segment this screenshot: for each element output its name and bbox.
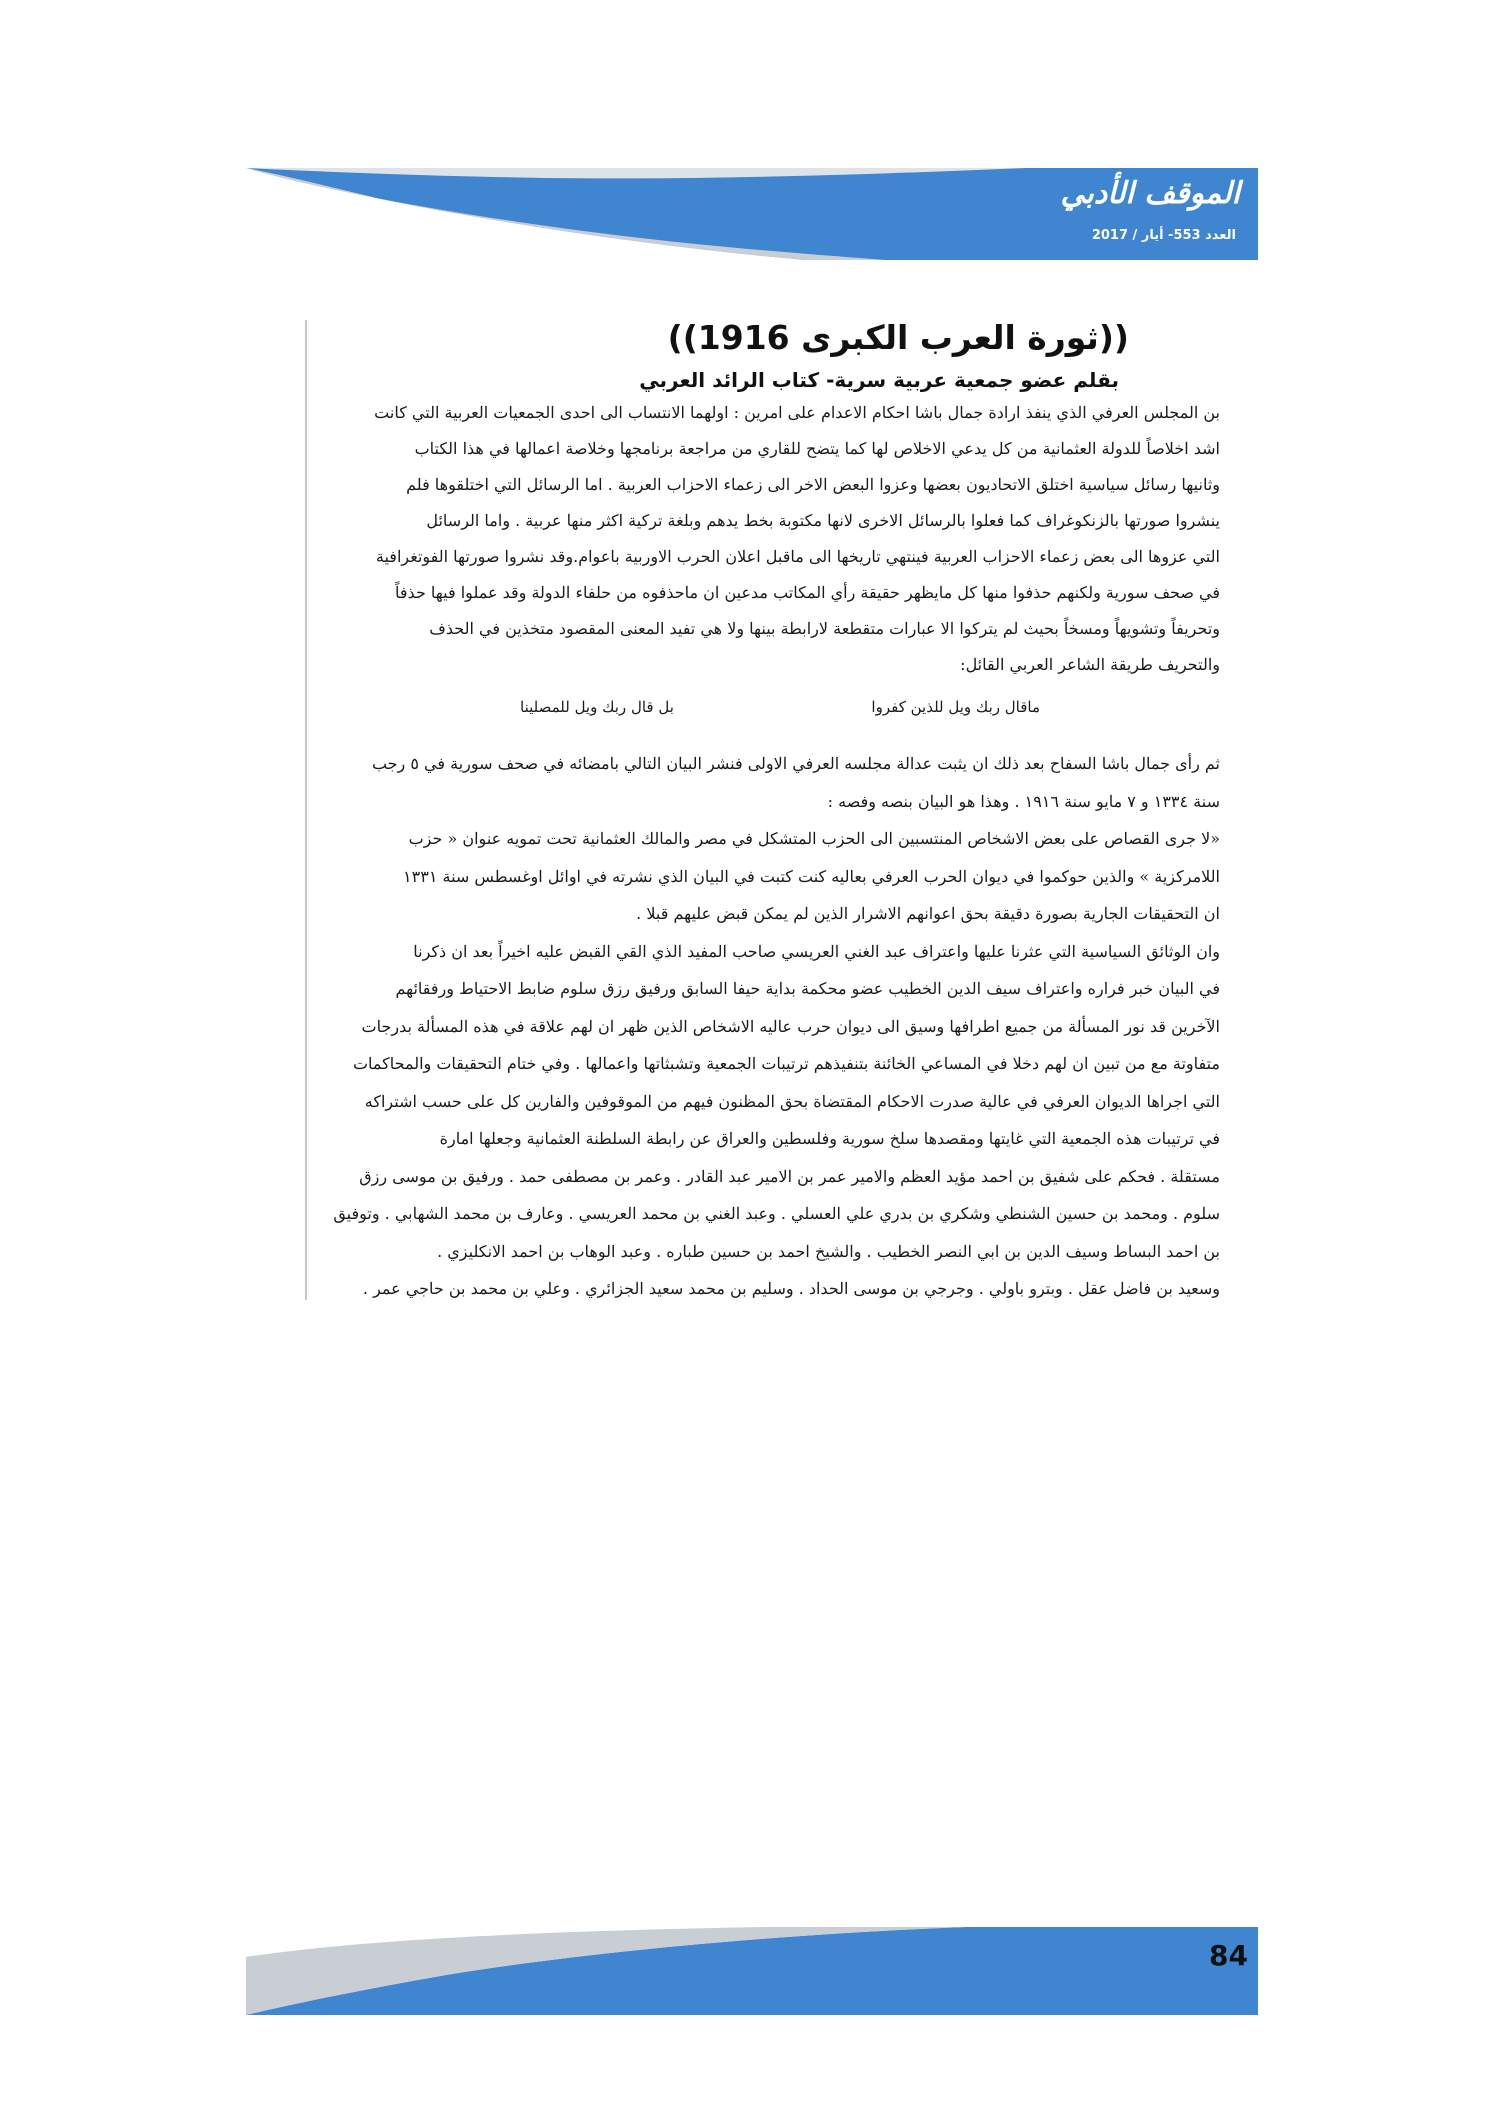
body-line: بن احمد البساط وسيف الدين بن ابي النصر الخطيب . والشيخ احمد بن حسين طباره . وعبد الوهاب بن احمد الانكليزي . (437, 1241, 1220, 1261)
magazine-header-banner (246, 168, 1258, 260)
body-line: سلوم . ومحمد بن حسين الشنطي وشكري بن بدري علي العسلي . وعبد الغني بن محمد العريسي . وعارف بن محمد الشهابي . وتوفيق (333, 1204, 1220, 1223)
body-line: اشد اخلاصاً للدولة العثمانية من كل يدعي الاخلاص لها كما يتضح للقاري من مراجعة برنامجها وخلاصة اعمالها في هذا الكتاب (414, 439, 1220, 458)
article-body-part1 (320, 395, 1220, 683)
article-body-part2 (320, 745, 1220, 1308)
issue-line: العدد 553- أيار / 2017 (1091, 228, 1236, 243)
page-number: 84 (1209, 1939, 1248, 1972)
body-line: وسعيد بن فاضل عقل . وبترو باولي . وجرجي بن موسى الحداد . وسليم بن محمد سعيد الجزائري . وعلي بن محمد بن حاجي عمر . (362, 1279, 1220, 1298)
body-line: ثم رأى جمال باشا السفاح بعد ذلك ان يثبت عدالة مجلسه العرفي الاولى فنشر البيان التالي بامضائه في صحف سورية في ٥ رجب (371, 754, 1220, 773)
body-line: بن المجلس العرفي الذي ينفذ ارادة جمال باشا احكام الاعدام على امرين : اولهما الانتساب الى احدى الجمعيات العربية التي كانت (374, 403, 1220, 422)
body-line: الآخرين قد نور المسألة من جميع اطرافها وسيق الى ديوان حرب عاليه الاشخاص الذين ظهر ان لهم علاقة في هذه المسألة بدرجات (361, 1016, 1220, 1036)
body-line: اللامركزية » والذين حوكموا في ديوان الحرب العرفي بعاليه كنت كتبت في البيان الذي نشرته في اوائل اوغسطس سنة ١٣٣١ (403, 866, 1220, 886)
footer-swoosh (246, 1927, 1258, 2015)
body-line: ان التحقيقات الجارية بصورة دقيقة بحق اعوانهم الاشرار الذين لم يمكن قبض عليهم قبلا . (636, 904, 1220, 923)
body-line: مستقلة . فحكم على شفيق بن احمد مؤيد العظم والامير عمر بن الامير عبد القادر . وعمر بن مصطفى حمد . ورفيق بن موسى رزق (359, 1166, 1220, 1186)
body-line: وثانيها رسائل سياسية اختلق الاتحاديون بعضها وعزوا البعض الاخر الى زعماء الاحزاب العربية . اما الرسائل التي اختلقوها فلم (406, 475, 1220, 494)
scan-page-edge (305, 320, 307, 1300)
magazine-footer-banner (246, 1927, 1258, 2015)
article-title: ((ثورة العرب الكبرى 1916)) (667, 318, 1129, 357)
verse-hemistich-left: بل قال ربك ويل للمصلينا (520, 698, 674, 716)
verse-hemistich-right: ماقال ربك ويل للذين كفروا (871, 698, 1040, 716)
article-subtitle: بقلم عضو جمعية عربية سرية- كتاب الرائد العربي (639, 368, 1119, 392)
body-line: متفاوتة مع من تبين ان لهم دخلا في المساعي الخائنة بتنفيذهم ترتيبات الجمعية وتشبثاتها واعمالها . وفي ختام التحقيقات والمحاكمات (352, 1054, 1220, 1073)
body-line: سنة ١٣٣٤ و ٧ مايو سنة ١٩١٦ . وهذا هو البيان بنصه وفصه : (827, 791, 1220, 811)
body-line: في البيان خبر فراره واعتراف سيف الدين الخطيب عضو محكمة بداية حيفا السابق ورفيق رزق سلوم ضابط الاحتياط ورفقائهم (395, 979, 1220, 998)
body-line: التي اجراها الديوان العرفي في عالية صدرت الاحكام المقتضاة بحق المظنون فيهم من الموقوفين والفارين كل على حسب اشتراكه (364, 1091, 1220, 1111)
magazine-logo: الموقف الأدبي (1060, 176, 1240, 211)
body-line: في ترتيبات هذه الجمعية التي غايتها ومقصدها سلخ سورية وفلسطين والعراق عن رابطة السلطنة العثمانية وجعلها امارة (439, 1129, 1220, 1148)
body-line: ينشروا صورتها بالزنكوغراف كما فعلوا بالرسائل الاخرى لانها مكتوبة بخط يدهم وبلغة تركية اكثر منها عربية . واما الرسائل (426, 511, 1220, 530)
body-line: التي عزوها الى بعض زعماء الاحزاب العربية فينتهي تاريخها الى ماقبل اعلان الحرب الاوربية باعوام.وقد نشروا صورتها الفوتغرافية (375, 547, 1220, 566)
body-line: وان الوثائق السياسية التي عثرنا عليها واعتراف عبد الغني العريسي صاحب المفيد الذي القي القبض عليه اخيراً بعد ان ذكرنا (413, 941, 1220, 961)
poem-verse (520, 698, 1040, 716)
body-line: «لا جرى القصاص على بعض الاشخاص المنتسبين الى الحزب المتشكل في مصر والمالك العثمانية تحت تمويه عنوان « حزب (408, 829, 1220, 848)
body-line: وتحريفاً وتشويهاً ومسخاً بحيث لم يتركوا الا عبارات متقطعة لارابطة بينها ولا هي تفيد المعنى المقصود متخذين في الحذف (429, 619, 1220, 638)
body-line: والتحريف طريقة الشاعر العربي القائل: (960, 655, 1220, 674)
body-line: في صحف سورية ولكنهم حذفوا منها كل مايظهر حقيقة رأي المكاتب مدعين ان ماحذفوه من حلفاء الدولة وقد عملوا فيها حذفاً (395, 583, 1220, 602)
